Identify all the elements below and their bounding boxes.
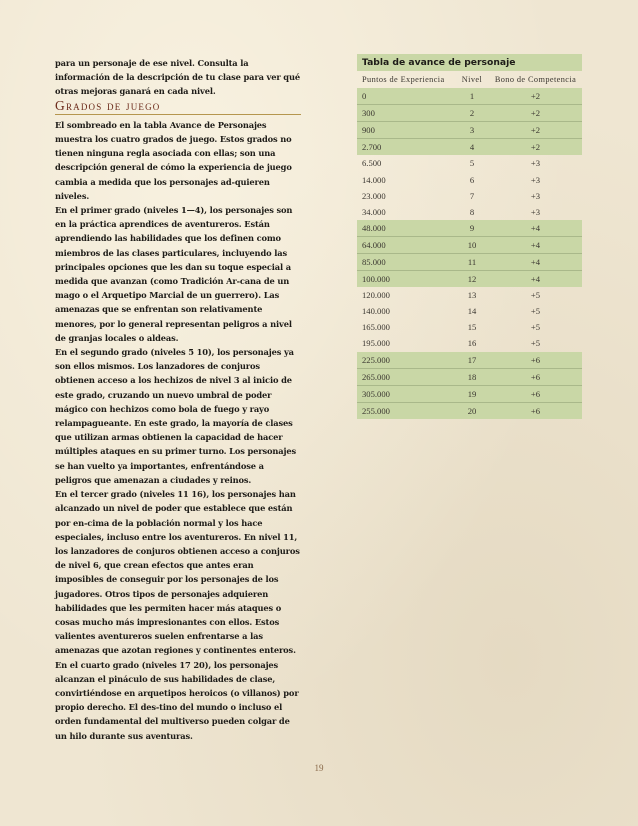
page-number: 19: [314, 763, 324, 773]
table-row: [357, 368, 582, 385]
body-paragraph: El sombreado en la tabla Avance de Personajes muestra los cuatro grados de juego. Estos grados no tienen ninguna regla asociada con ellas; son una descripción general de cómo la experiencia de juego cambia a medida que los personajes ad-quieren niveles.: [55, 119, 292, 201]
table-row: [357, 204, 582, 220]
cell-xp: 300: [357, 105, 455, 122]
cell-xp: 140.000: [362, 306, 390, 317]
table-row: [357, 271, 582, 288]
cell-level: 17: [455, 352, 489, 369]
cell-proficiency: +3: [530, 158, 541, 169]
table-row: [357, 105, 582, 122]
cell-xp: 64.000: [357, 236, 455, 253]
cell-xp: 225.000: [357, 352, 455, 369]
table-row: [357, 352, 582, 369]
table-row: [357, 253, 582, 270]
cell-level: 1: [455, 88, 489, 105]
table-row: [357, 287, 582, 303]
body-paragraph: En el cuarto grado (niveles 17 20), los personajes alcanzan el pináculo de sus habilidades de clase, convirtiéndose en arquetipos heroicos (o villanos) por propio derecho. El des-tino del mundo o incluso el orden fundamental del multiverso pueden colgar de un hilo durante sus aventuras.: [55, 659, 299, 741]
intro-paragraph: para un personaje de ese nivel. Consulta la información de la descripción de tu clase para ver qué otras mejoras ganará en cada nivel.: [55, 58, 300, 97]
table-row: [357, 188, 582, 204]
cell-proficiency: +3: [530, 190, 541, 201]
cell-level: 15: [467, 322, 477, 333]
cell-level: 12: [455, 271, 489, 288]
table-row: [357, 303, 582, 319]
table-row: [357, 139, 582, 156]
cell-level: 16: [467, 338, 477, 349]
cell-xp: 900: [357, 122, 455, 139]
cell-proficiency: +2: [489, 139, 582, 156]
cell-level: 3: [455, 122, 489, 139]
cell-proficiency: +6: [489, 402, 582, 419]
body-paragraph: En el primer grado (niveles 1—4), los personajes son en la práctica aprendices de aventureros. Están aprendiendo las habilidades que los definen como miembros de las clases particulares, incluyendo las principales opciones que les dan su toque especial a medida que avanzan (como Tradición Ar-cana de un mago o el Arquetipo Marcial de un guerrero). Las amenazas que se enfrentan son relativamente menores, por lo general representan peligros a nivel de granjas locales o aldeas.: [55, 205, 293, 343]
cell-proficiency: +6: [489, 368, 582, 385]
table-row: [357, 220, 582, 237]
cell-proficiency: +5: [530, 290, 541, 301]
cell-xp: 305.000: [357, 385, 455, 402]
cell-xp: 120.000: [362, 290, 390, 301]
body-paragraph: En el tercer grado (niveles 11 16), los personajes han alcanzado un nivel de poder que establece que están por en-cima de la población normal y los hace especiales, incluso entre los aventureros. En nivel 11, los lanzadores de conjuros obtienen acceso a conjuros de nivel 6, que crean efectos que antes eran imposibles de conseguir por los personajes de los jugadores. Otros tipos de personajes adquieren habilidades que les permiten hacer más ataques o cosas mucho más impresionantes con ellos. Estos valientes aventureros suelen enfrentarse a las amenazas que azotan regiones y continentes enteros.: [55, 489, 300, 656]
cell-level: 20: [455, 402, 489, 419]
table-row: [357, 171, 582, 187]
table-row: [357, 236, 582, 253]
cell-xp: 34.000: [362, 206, 386, 217]
table-title: Tabla de avance de personaje: [357, 54, 582, 71]
cell-xp: 6.500: [362, 158, 382, 169]
cell-proficiency: +2: [489, 88, 582, 105]
cell-proficiency: +2: [489, 105, 582, 122]
cell-xp: 255.000: [357, 402, 455, 419]
cell-proficiency: +4: [489, 253, 582, 270]
column-header-level: Nivel: [461, 75, 483, 84]
cell-level: 18: [455, 368, 489, 385]
cell-level: 5: [469, 158, 475, 169]
table-row: [357, 335, 582, 351]
cell-proficiency: +4: [489, 220, 582, 237]
cell-level: 11: [455, 253, 489, 270]
column-header-xp: Puntos de Experiencia: [362, 75, 445, 84]
cell-proficiency: +6: [489, 352, 582, 369]
cell-proficiency: +5: [530, 306, 541, 317]
cell-xp: 14.000: [362, 174, 386, 185]
cell-proficiency: +5: [530, 322, 541, 333]
cell-xp: 2.700: [357, 139, 455, 156]
table-row: [357, 155, 582, 171]
cell-xp: 265.000: [357, 368, 455, 385]
cell-proficiency: +3: [530, 174, 541, 185]
cell-proficiency: +6: [489, 385, 582, 402]
cell-xp: 48.000: [357, 220, 455, 237]
cell-xp: 0: [357, 88, 455, 105]
cell-level: 9: [455, 220, 489, 237]
advancement-table: [357, 54, 582, 419]
cell-level: 13: [467, 290, 477, 301]
cell-xp: 165.000: [362, 322, 390, 333]
cell-proficiency: +2: [489, 122, 582, 139]
cell-level: 2: [455, 105, 489, 122]
cell-level: 14: [467, 306, 477, 317]
cell-proficiency: +4: [489, 236, 582, 253]
cell-level: 4: [455, 139, 489, 156]
cell-xp: 195.000: [362, 338, 390, 349]
cell-proficiency: +3: [530, 206, 541, 217]
table-row: [357, 88, 582, 105]
main-text-column: [55, 56, 301, 743]
column-header-proficiency: Bono de Competencia: [494, 75, 577, 84]
body-paragraph: En el segundo grado (niveles 5 10), los personajes ya son ellos mismos. Los lanzadores de conjuros obtienen acceso a los hechizos de nivel 3 al inicio de este grado, cruzando un nuevo umbral de poder mágico con hechizos como bola de fuego y rayo relampagueante. En este grado, la mayoría de clases que utilizan armas obtienen la capacidad de hacer múltiples ataques en su primer turno. Los personajes se han vuelto ya importantes, enfrentándose a peligros que amenazan a ciudades y reinos.: [55, 347, 297, 485]
cell-level: 8: [469, 206, 475, 217]
cell-proficiency: +5: [530, 338, 541, 349]
cell-xp: 100.000: [357, 271, 455, 288]
cell-proficiency: +4: [489, 271, 582, 288]
cell-xp: 23.000: [362, 190, 386, 201]
table-row: [357, 402, 582, 419]
cell-level: 6: [469, 174, 475, 185]
cell-level: 7: [469, 190, 475, 201]
cell-level: 10: [455, 236, 489, 253]
cell-level: 19: [455, 385, 489, 402]
table-row: [357, 319, 582, 335]
advancement-table-grid: [357, 71, 582, 419]
section-heading: Grados de juego: [55, 99, 301, 115]
cell-xp: 85.000: [357, 253, 455, 270]
table-header-row: [357, 71, 582, 88]
table-row: [357, 385, 582, 402]
table-row: [357, 122, 582, 139]
